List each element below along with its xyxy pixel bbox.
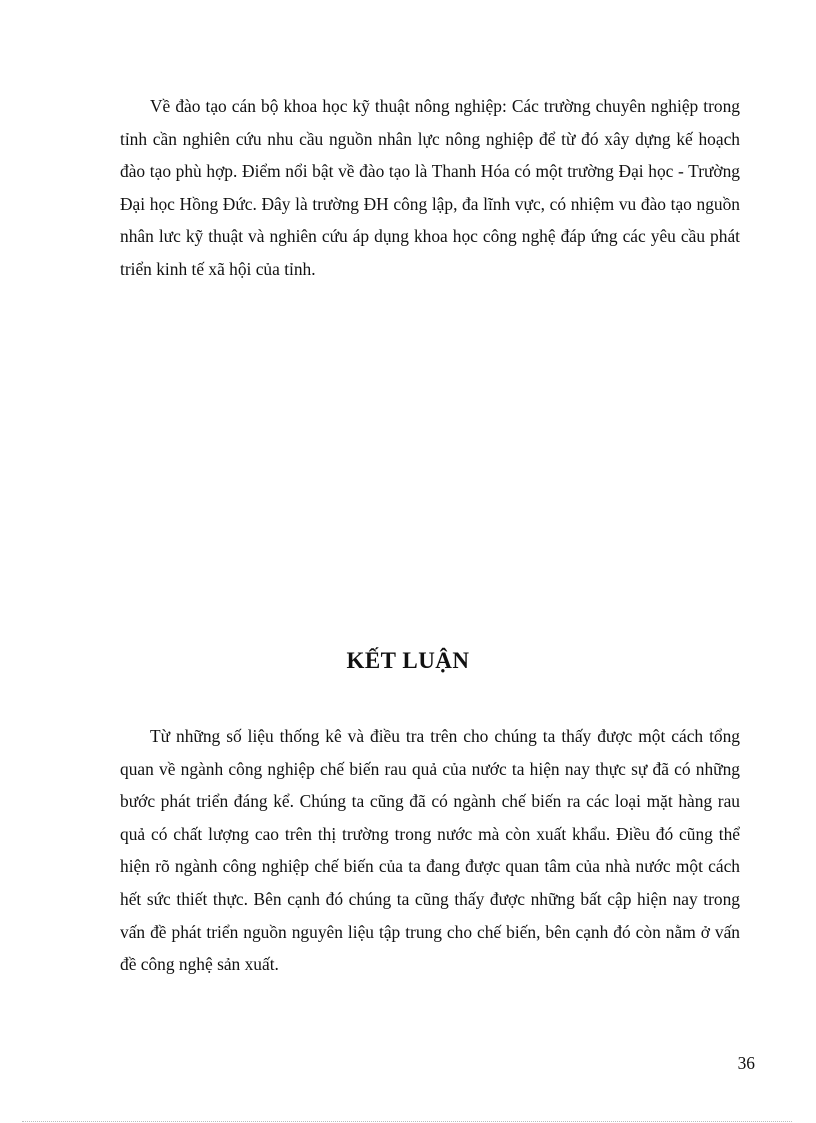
footer-divider (22, 1121, 792, 1122)
section-heading-conclusion: KẾT LUẬN (346, 648, 470, 673)
paragraph-training: Về đào tạo cán bộ khoa học kỹ thuật nông nghiệp: Các trường chuyên nghiệp trong tỉnh cần nghiên cứu nhu cầu nguồn nhân lực nông nghiệp để từ đó xây dựng kế hoạch đào tạo phù hợp. Điểm nổi bật về đào tạo là Thanh Hóa có một trường Đại học - Trường Đại học Hồng Đức. Đây là trường ĐH công lập, đa lĩnh vực, có nhiệm vu đào tạo nguồn nhân lưc kỹ thuật và nghiên cứu áp dụng khoa học công nghệ đáp ứng các yêu cầu phát triển kinh tế xã hội của tỉnh. (120, 96, 740, 279)
paragraph-conclusion: Từ những số liệu thống kê và điều tra trên cho chúng ta thấy được một cách tổng quan về ngành công nghiệp chế biến rau quả của nước ta hiện nay thực sự đã có những bước phát triển đáng kể. Chúng ta cũng đã có ngành chế biến ra các loại mặt hàng rau quả có chất lượng cao trên thị trường trong nước mà còn xuất khẩu. Điều đó cũng thể hiện rõ ngành công nghiệp chế biến của ta đang được quan tâm của nhà nước một cách hết sức thiết thực. Bên cạnh đó chúng ta cũng thấy được những bất cập hiện nay trong vấn đề phát triển nguồn nguyên liệu tập trung cho chế biến, bên cạnh đó còn nằm ở vấn đề công nghệ sản xuất. (120, 726, 740, 975)
page-number: 36 (737, 1053, 755, 1073)
